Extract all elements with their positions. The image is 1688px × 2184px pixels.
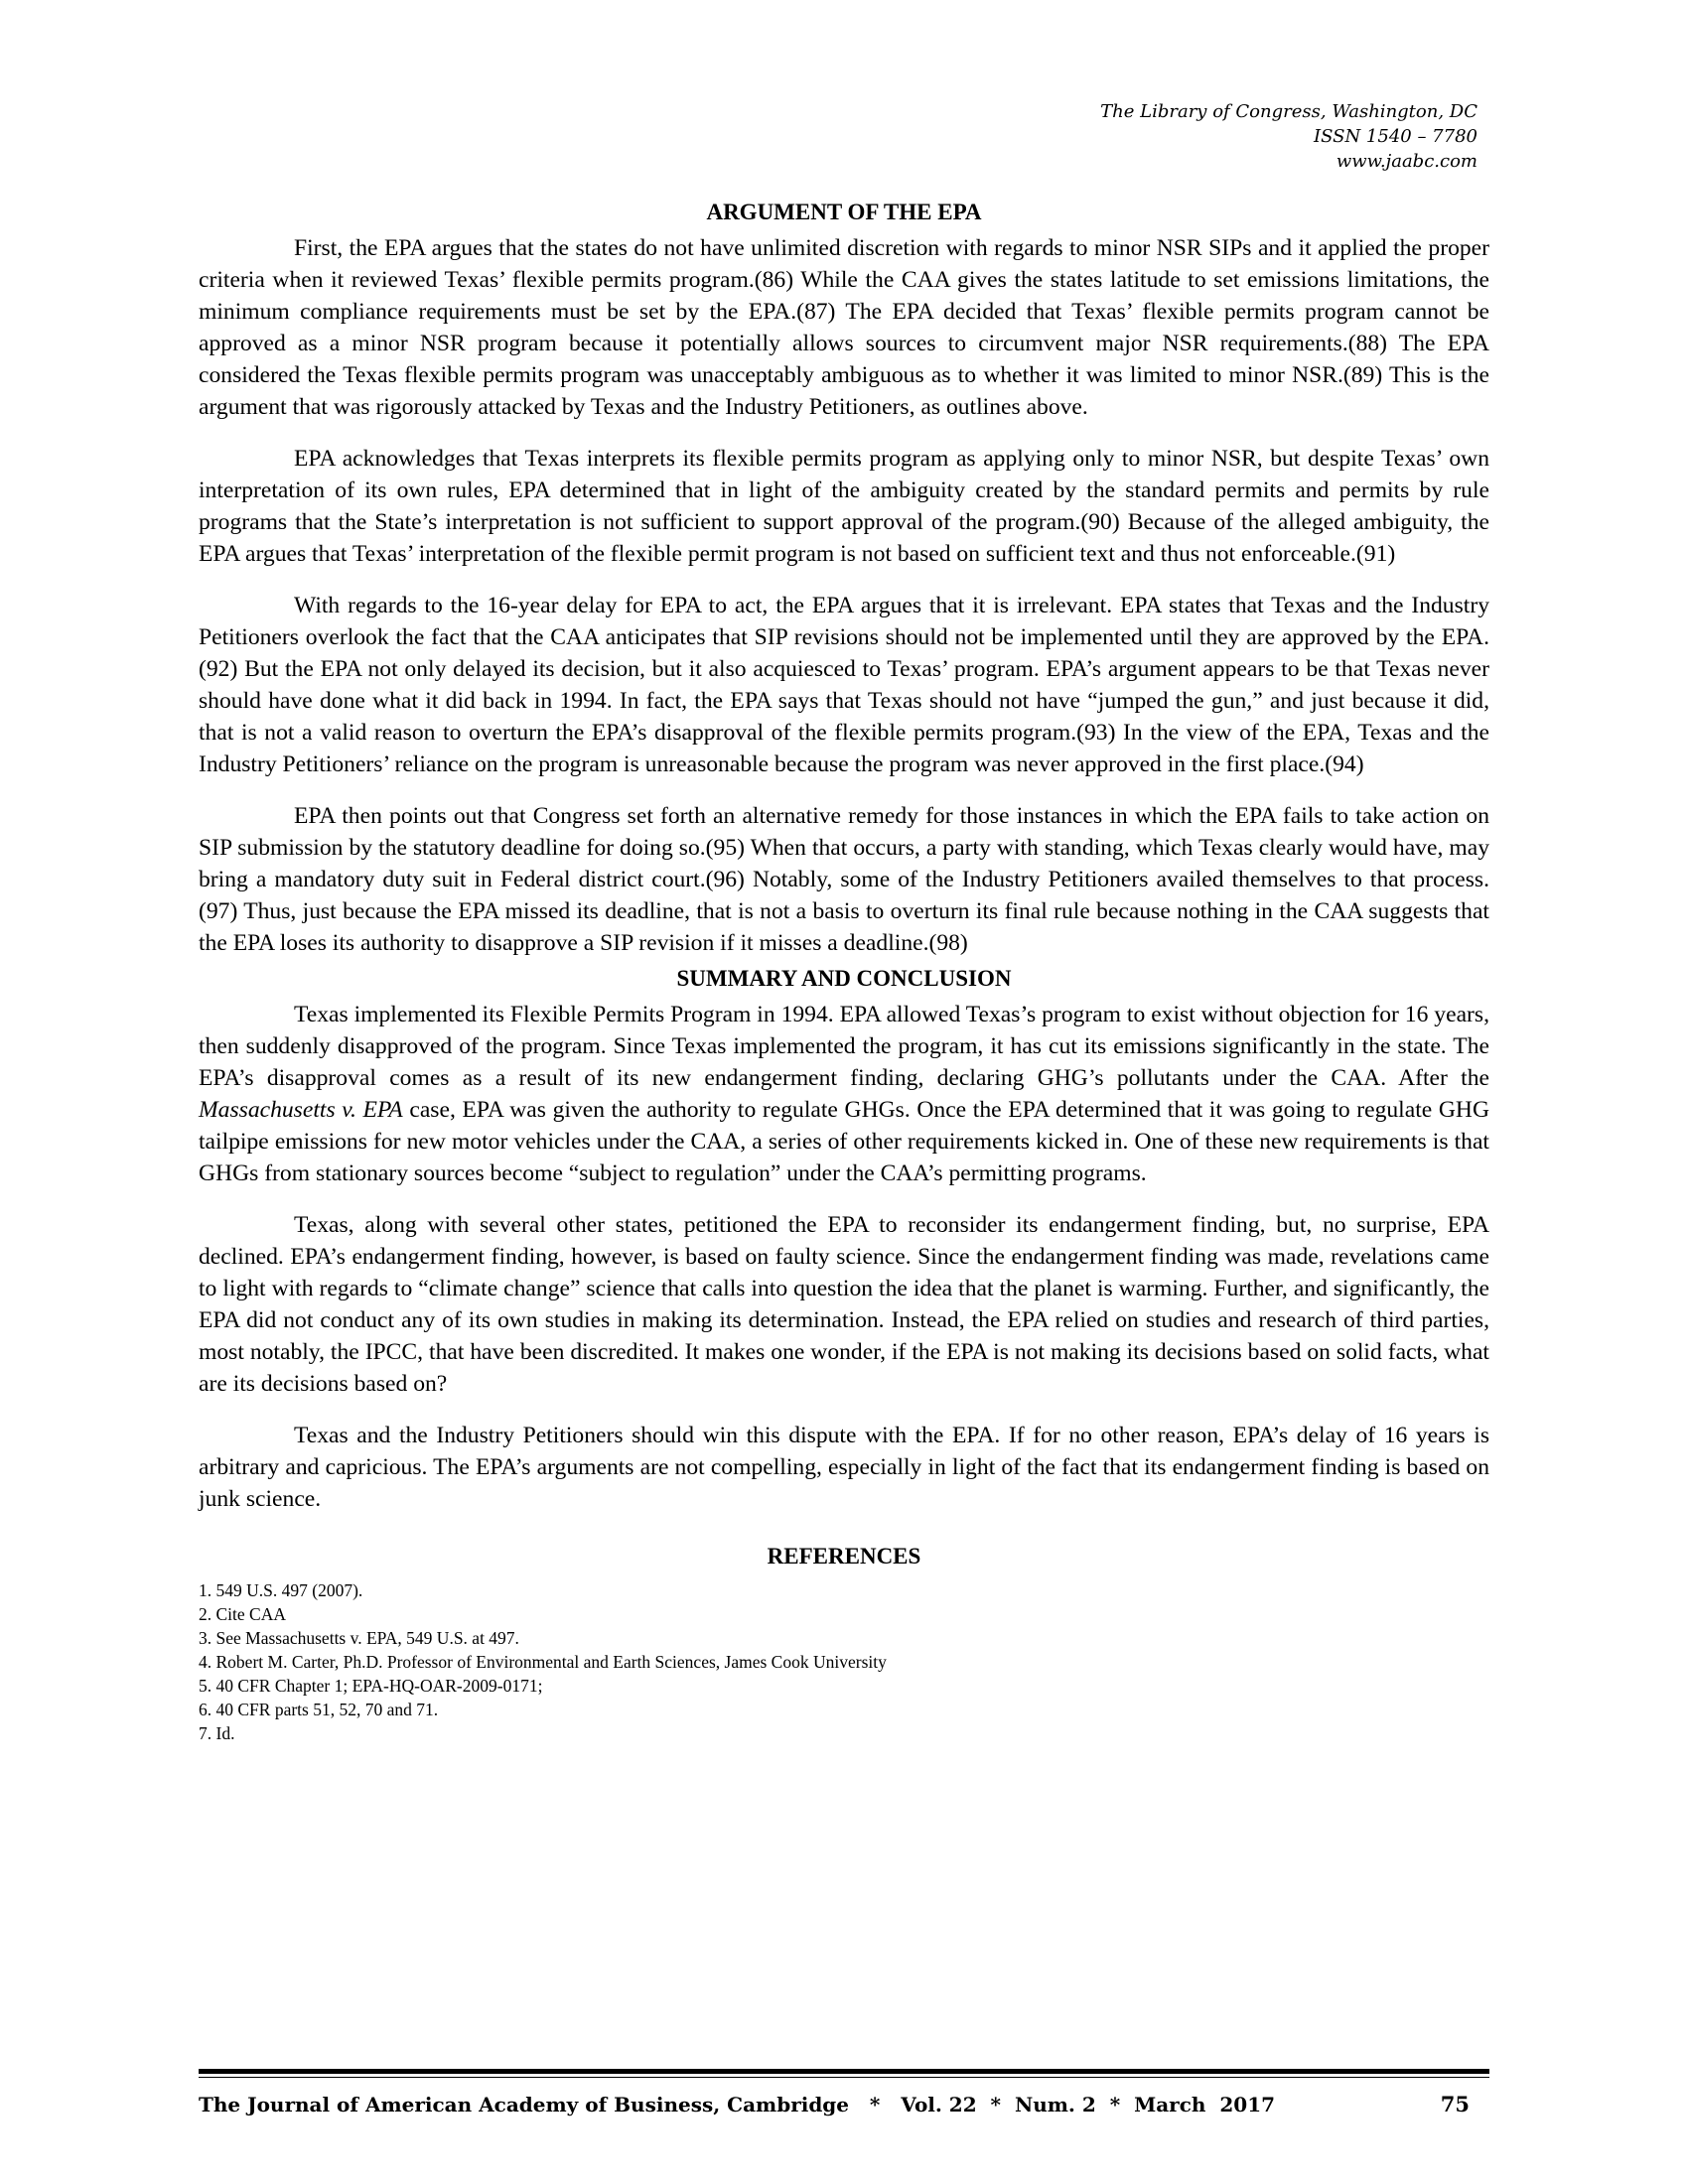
header-issn: ISSN 1540 – 7780: [1314, 126, 1477, 147]
paragraph-text: case, EPA was given the authority to regulate GHGs. Once the EPA determined that it was going to regulate GHG tailpipe emissions for new motor vehicles under the CAA, a series of other requirements kicked in. One of these new requirements is that GHGs from stationary sources become “subject to regulation” under the CAA’s permitting programs.: [199, 1097, 1489, 1186]
paragraph: EPA acknowledges that Texas interprets its flexible permits program as applying only to minor NSR, but despite Texas’ own interpretation of its own rules, EPA determined that in light of the ambiguity created by the standard permits and permits by rule programs that the State’s interpretation is not sufficient to support approval of the program.(90) Because of the alleged ambiguity, the EPA argues that Texas’ interpretation of the flexible permit program is not based on sufficient text and thus not enforceable.(91): [199, 446, 1489, 567]
reference-item: 7. Id.: [199, 1723, 235, 1743]
section-title-argument: ARGUMENT OF THE EPA: [706, 200, 982, 224]
case-name: Massachusetts v. EPA: [199, 1097, 403, 1123]
reference-item: 4. Robert M. Carter, Ph.D. Professor of Environmental and Earth Sciences, James Cook University: [199, 1652, 887, 1672]
reference-item: 1. 549 U.S. 497 (2007).: [199, 1580, 363, 1600]
reference-item: 5. 40 CFR Chapter 1; EPA-HQ-OAR-2009-0171;: [199, 1676, 543, 1696]
header-publisher: The Library of Congress, Washington, DC: [1100, 101, 1477, 122]
section-title-summary: SUMMARY AND CONCLUSION: [676, 966, 1012, 991]
paragraph: First, the EPA argues that the states do not have unlimited discretion with regards to minor NSR SIPs and it applied the proper criteria when it reviewed Texas’ flexible permits program.(86) While the CAA gives the states latitude to set emissions limitations, the minimum compliance requirements must be set by the EPA.(87) The EPA decided that Texas’ flexible permits program cannot be approved as a minor NSR program because it potentially allows sources to circumvent major NSR requirements.(88) The EPA considered the Texas flexible permits program was unacceptably ambiguous as to whether it was limited to minor NSR.(89) This is the argument that was rigorously attacked by Texas and the Industry Petitioners, as outlines above.: [199, 235, 1489, 420]
header-website: www.jaabc.com: [1336, 151, 1477, 172]
references-list: [199, 1578, 1489, 1745]
footer-row: [199, 2092, 1489, 2117]
footer-rule-thick: [199, 2069, 1489, 2074]
paragraph: With regards to the 16-year delay for EPA to act, the EPA argues that it is irrelevant. EPA states that Texas and the Industry Petitioners overlook the fact that the CAA anticipates that SIP revisions should not be implemented until they are approved by the EPA.(92) But the EPA not only delayed its decision, but it also acquiesced to Texas’ program. EPA’s argument appears to be that Texas never should have done what it did back in 1994. In fact, the EPA says that Texas should not have “jumped the gun,” and just because it did, that is not a valid reason to overturn the EPA’s disapproval of the flexible permits program.(93) In the view of the EPA, Texas and the Industry Petitioners’ reliance on the program is unreasonable because the program was never approved in the first place.(94): [199, 593, 1489, 777]
journal-citation: The Journal of American Academy of Business, Cambridge * Vol. 22 * Num. 2 * March 2017: [199, 2093, 1276, 2116]
paragraph: EPA then points out that Congress set forth an alternative remedy for those instances in which the EPA fails to take action on SIP submission by the statutory deadline for doing so.(95) When that occurs, a party with standing, which Texas clearly would have, may bring a mandatory duty suit in Federal district court.(96) Notably, some of the Industry Petitioners availed themselves to that process. (97) Thus, just because the EPA missed its deadline, that is not a basis to overturn its final rule because nothing in the CAA suggests that the EPA loses its authority to disapprove a SIP revision if it misses a deadline.(98): [199, 803, 1489, 956]
reference-item: 6. 40 CFR parts 51, 52, 70 and 71.: [199, 1700, 439, 1719]
reference-item: 2. Cite CAA: [199, 1604, 286, 1624]
paragraph: Texas and the Industry Petitioners should win this dispute with the EPA. If for no other reason, EPA’s delay of 16 years is arbitrary and capricious. The EPA’s arguments are not compelling, especially in light of the fact that its endangerment finding is based on junk science.: [199, 1423, 1489, 1512]
reference-item: 3. See Massachusetts v. EPA, 549 U.S. at 497.: [199, 1628, 519, 1648]
paragraph-text: Texas implemented its Flexible Permits Program in 1994. EPA allowed Texas’s program to exist without objection for 16 years, then suddenly disapproved of the program. Since Texas implemented the program, it has cut its emissions significantly in the state. The EPA’s disapproval comes as a result of its new endangerment finding, declaring GHG’s pollutants under the CAA. After the: [199, 1002, 1489, 1091]
paragraph: [199, 999, 1489, 1189]
references-title: REFERENCES: [767, 1544, 921, 1569]
page-footer: [199, 2069, 1489, 2117]
paragraph: Texas, along with several other states, petitioned the EPA to reconsider its endangerment finding, but, no surprise, EPA declined. EPA’s endangerment finding, however, is based on faulty science. Since the endangerment finding was made, revelations came to light with regards to “climate change” science that calls into question the idea that the planet is warming. Further, and significantly, the EPA did not conduct any of its own studies in making its determination. Instead, the EPA relied on studies and research of third parties, most notably, the IPCC, that have been discredited. It makes one wonder, if the EPA is not making its decisions based on solid facts, what are its decisions based on?: [199, 1212, 1489, 1397]
running-header: [1100, 99, 1477, 174]
footer-rule-thin: [199, 2077, 1489, 2078]
main-text-column: [199, 199, 1489, 1745]
page-number: 75: [1440, 2092, 1470, 2116]
